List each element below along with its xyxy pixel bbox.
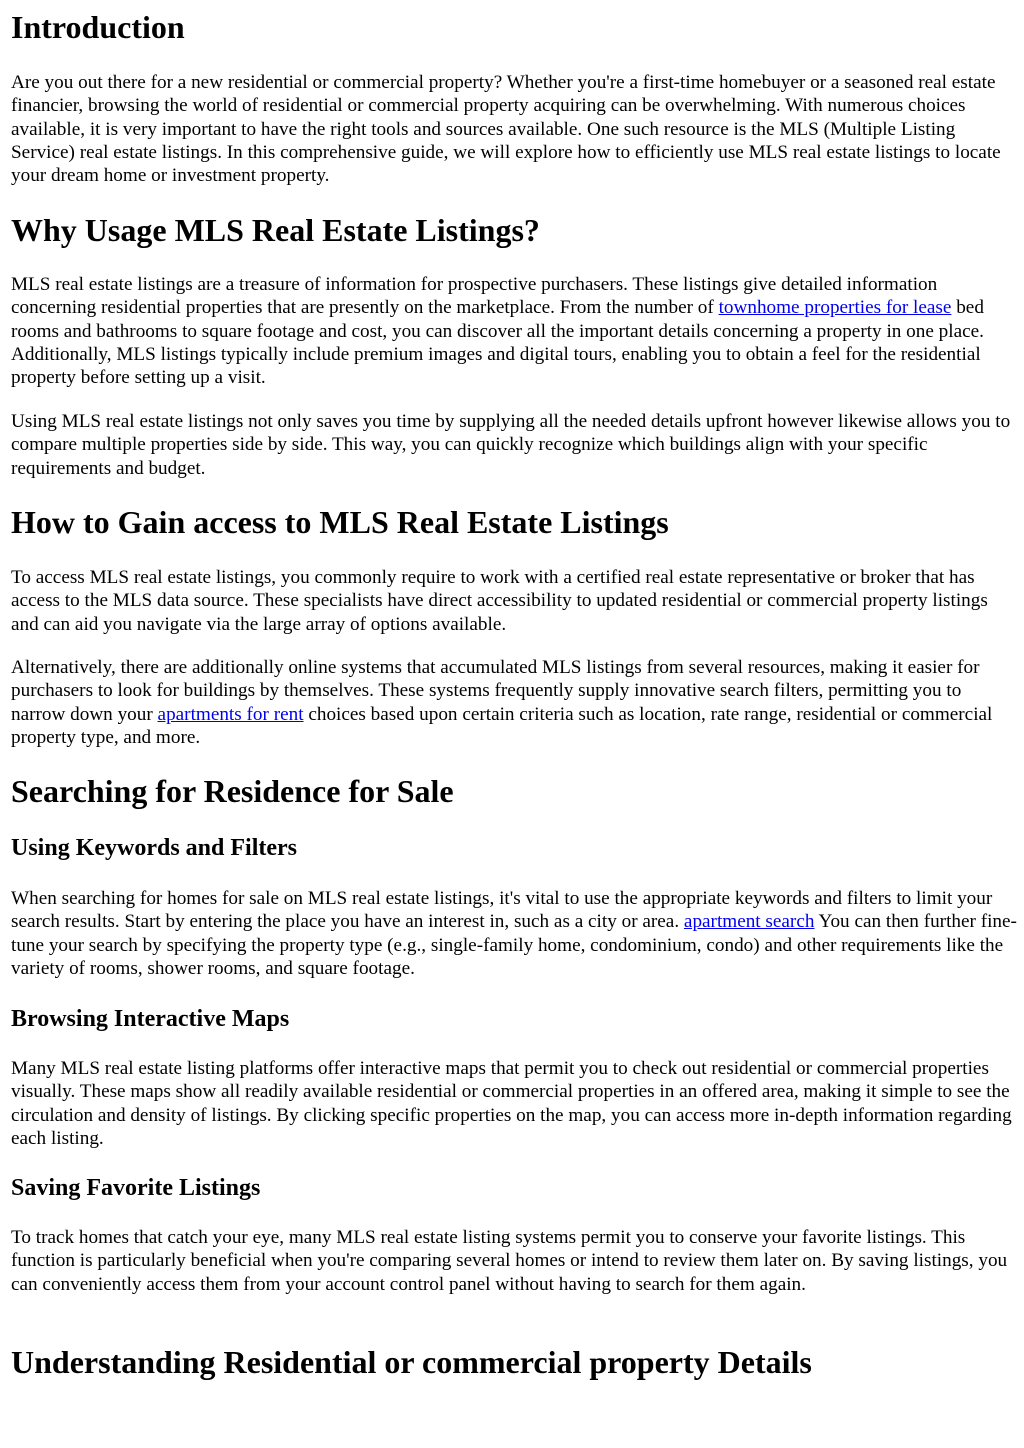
maps-paragraph: Many MLS real estate listing platforms offer interactive maps that permit you to check out residential or commercial properties visually. These maps show all readily available residential or commercial properties in an offered area, making it simple to see the circulation and density of listings. By clicking specific properties on the map, you can access more in-depth information regarding each listing. [11, 1058, 1012, 1149]
why-paragraph-1-text-a: MLS real estate listings are a treasure of information for prospective purchasers. These listings give detailed information concerning residential properties that are presently on the marketplace. From the number of [11, 274, 938, 319]
heading-why-use-mls: Why Usage MLS Real Estate Listings? [11, 212, 540, 248]
heading-property-details: Understanding Residential or commercial property Details [11, 1344, 812, 1380]
keywords-paragraph-text-b: You can then further fine-tune your search by specifying the property type (e.g., single-family home, condominium, condo) and other requirements like the variety of rooms, shower rooms, and square footage. [11, 911, 1017, 979]
keywords-paragraph-text-a: When searching for homes for sale on MLS real estate listings, it's vital to use the appropriate keywords and filters to limit your search results. Start by entering the place you have an interest in, such as a city or area. [11, 888, 993, 933]
access-paragraph-2 [11, 656, 1018, 749]
townhome-properties-link[interactable]: townhome properties for lease [718, 297, 952, 319]
apartment-search-link[interactable]: apartment search [683, 911, 815, 933]
favorites-paragraph: To track homes that catch your eye, many MLS real estate listing systems permit you to conserve your favorite listings. This function is particularly beneficial when you're comparing several homes or intend to review them later on. By saving listings, you can conveniently access them from your account control panel without having to search for them again. [11, 1227, 1008, 1295]
heading-searching: Searching for Residence for Sale [11, 773, 454, 809]
keywords-paragraph [11, 887, 1018, 980]
heading-keywords-filters: Using Keywords and Filters [11, 835, 298, 861]
heading-how-to-access: How to Gain access to MLS Real Estate Listings [11, 504, 669, 540]
intro-paragraph: Are you out there for a new residential or commercial property? Whether you're a first-time homebuyer or a seasoned real estate financier, browsing the world of residential or commercial property acquiring can be overwhelming. With numerous choices available, it is very important to have the right tools and sources available. One such resource is the MLS (Multiple Listing Service) real estate listings. In this comprehensive guide, we will explore how to efficiently use MLS real estate listings to locate your dream home or investment property. [11, 72, 1001, 187]
heading-interactive-maps: Browsing Interactive Maps [11, 1006, 290, 1032]
heading-saving-favorites: Saving Favorite Listings [11, 1175, 261, 1201]
why-paragraph-2: Using MLS real estate listings not only saves you time by supplying all the needed details upfront however likewise allows you to compare multiple properties side by side. This way, you can quickly recognize which buildings align with your specific requirements and budget. [11, 411, 1011, 479]
heading-introduction: Introduction [11, 9, 185, 45]
why-paragraph-1-text-b: bed rooms and bathrooms to square footage and cost, you can discover all the important details concerning a property in one place. Additionally, MLS listings typically include premium images and digital tours, enabling you to obtain a feel for the residential property before setting up a visit. [11, 297, 984, 389]
access-paragraph-2-text-b: choices based upon certain criteria such as location, rate range, residential or commercial property type, and more. [11, 703, 993, 748]
access-paragraph-1: To access MLS real estate listings, you commonly require to work with a certified real estate representative or broker that has access to the MLS data source. These specialists have direct accessibility to updated residential or commercial property listings and can aid you navigate via the large array of options available. [11, 567, 988, 635]
apartments-for-rent-link[interactable]: apartments for rent [157, 703, 304, 725]
why-paragraph-1 [11, 273, 1018, 389]
access-paragraph-2-text-a: Alternatively, there are additionally online systems that accumulated MLS listings from several resources, making it easier for purchasers to look for buildings by themselves. These systems frequently supply innovative search filters, permitting you to narrow down your [11, 657, 980, 725]
